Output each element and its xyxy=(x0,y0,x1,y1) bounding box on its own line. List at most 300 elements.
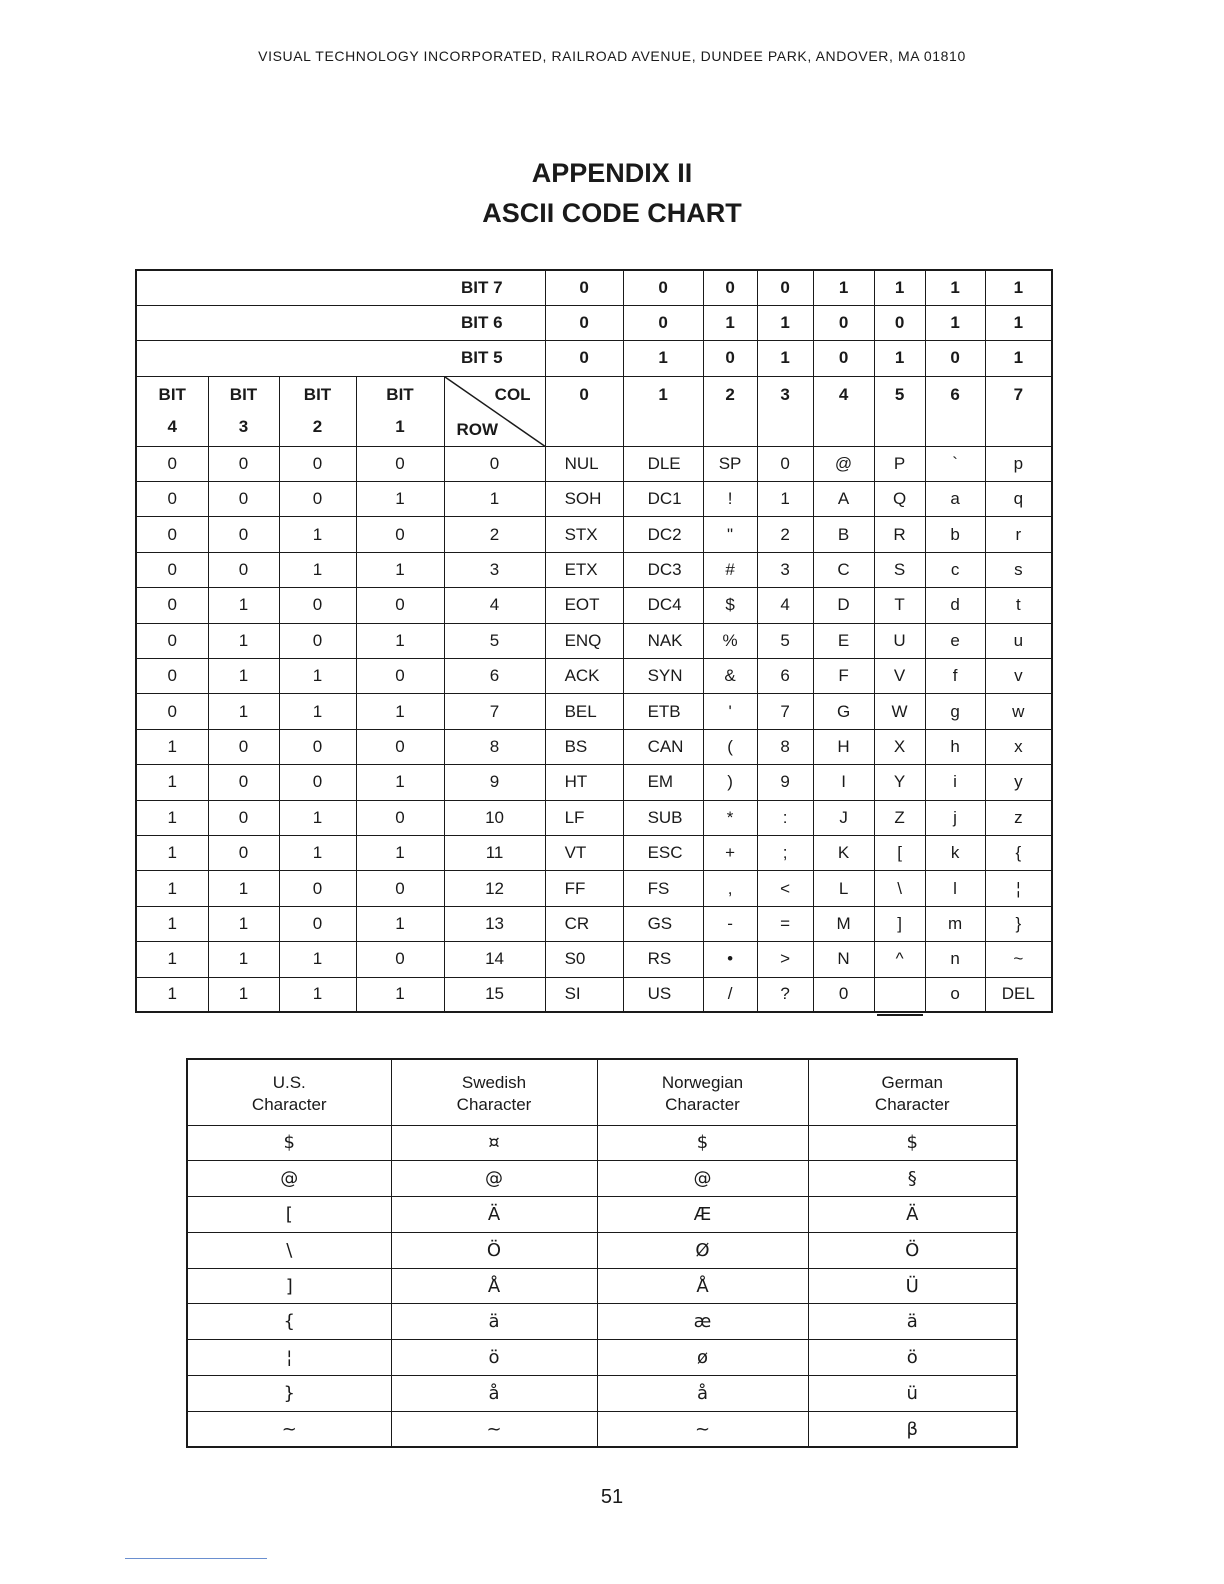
char-cell: 1 xyxy=(757,482,813,517)
table-row xyxy=(187,1376,1017,1412)
char-cell: ¤ xyxy=(391,1125,597,1161)
bit-cell: 0 xyxy=(356,517,444,552)
table-row xyxy=(187,1268,1017,1304)
bit-value: 1 xyxy=(925,305,985,340)
char-cell: y xyxy=(985,765,1052,800)
bit-cell: 1 xyxy=(356,694,444,729)
char-cell: Å xyxy=(597,1268,808,1304)
char-cell: å xyxy=(391,1376,597,1412)
bit-cell: 1 xyxy=(279,517,356,552)
bit-header-label: BIT xyxy=(386,384,414,404)
char-cell: t xyxy=(985,588,1052,623)
char-cell: US xyxy=(623,977,703,1012)
bit-cell: 0 xyxy=(356,800,444,835)
bit-cell: 1 xyxy=(136,977,208,1012)
table-row xyxy=(187,1197,1017,1233)
bit-cell: 1 xyxy=(208,659,279,694)
bit-cell: 1 xyxy=(356,482,444,517)
row-number: 3 xyxy=(444,552,545,587)
bit-value: 0 xyxy=(703,270,757,305)
bit-cell: 0 xyxy=(136,446,208,481)
char-cell: Ö xyxy=(391,1232,597,1268)
char-cell: ` xyxy=(925,446,985,481)
char-cell: q xyxy=(985,482,1052,517)
char-cell: æ xyxy=(597,1304,808,1340)
char-cell: BS xyxy=(545,729,623,764)
language-header xyxy=(391,1059,597,1125)
row-number: 7 xyxy=(444,694,545,729)
char-cell: ä xyxy=(808,1304,1017,1340)
char-cell: ~ xyxy=(985,942,1052,977)
bit-value: 0 xyxy=(703,341,757,376)
appendix-title: APPENDIX II xyxy=(531,158,693,188)
char-cell: w xyxy=(985,694,1052,729)
column-number: 6 xyxy=(925,376,985,446)
bit-value: 0 xyxy=(925,341,985,376)
char-cell: * xyxy=(703,800,757,835)
char-cell: ¦ xyxy=(187,1340,391,1376)
bit-value: 0 xyxy=(545,341,623,376)
char-cell: : xyxy=(757,800,813,835)
bit-value: 1 xyxy=(813,270,874,305)
char-cell: å xyxy=(597,1376,808,1412)
bit-cell: 1 xyxy=(356,835,444,870)
bit-column-header xyxy=(136,376,208,446)
char-cell: / xyxy=(703,977,757,1012)
char-cell: DC2 xyxy=(623,517,703,552)
char-cell: P xyxy=(874,446,925,481)
bit-cell: 0 xyxy=(136,588,208,623)
char-cell: @ xyxy=(813,446,874,481)
char-cell: Æ xyxy=(597,1197,808,1233)
bit-value: 1 xyxy=(985,305,1052,340)
char-cell: HT xyxy=(545,765,623,800)
bit-cell: 1 xyxy=(279,800,356,835)
char-cell: ü xyxy=(808,1376,1017,1412)
bit-cell: 0 xyxy=(279,446,356,481)
char-cell: Z xyxy=(874,800,925,835)
char-cell: ä xyxy=(391,1304,597,1340)
bit-cell: 1 xyxy=(208,906,279,941)
char-cell: GS xyxy=(623,906,703,941)
char-cell: BEL xyxy=(545,694,623,729)
bit-cell: 0 xyxy=(279,482,356,517)
bit-cell: 1 xyxy=(136,871,208,906)
char-cell: ¦ xyxy=(985,871,1052,906)
char-cell: 9 xyxy=(757,765,813,800)
char-cell: I xyxy=(813,765,874,800)
char-cell: SOH xyxy=(545,482,623,517)
char-cell: ö xyxy=(391,1340,597,1376)
bit-cell: 1 xyxy=(279,694,356,729)
char-cell: LF xyxy=(545,800,623,835)
corner-rule xyxy=(125,1558,267,1559)
char-cell: Ü xyxy=(808,1268,1017,1304)
char-cell: Å xyxy=(391,1268,597,1304)
bit-cell: 1 xyxy=(136,906,208,941)
char-cell: R xyxy=(874,517,925,552)
char-cell: J xyxy=(813,800,874,835)
char-cell: Ö xyxy=(808,1232,1017,1268)
row-number: 8 xyxy=(444,729,545,764)
bit-value: 0 xyxy=(545,270,623,305)
column-number: 7 xyxy=(985,376,1052,446)
char-cell: SUB xyxy=(623,800,703,835)
char-cell: B xyxy=(813,517,874,552)
bit-value: 0 xyxy=(623,305,703,340)
char-cell: # xyxy=(703,552,757,587)
table-row xyxy=(136,942,1052,977)
char-cell: • xyxy=(703,942,757,977)
bit-cell: 1 xyxy=(356,765,444,800)
column-header-row xyxy=(136,376,1052,446)
bit-cell: 0 xyxy=(208,482,279,517)
bit-header-row xyxy=(136,341,1052,376)
char-cell: - xyxy=(703,906,757,941)
language-header xyxy=(187,1059,391,1125)
char-cell: c xyxy=(925,552,985,587)
bit-cell: 0 xyxy=(208,552,279,587)
table-row xyxy=(187,1161,1017,1197)
bit-cell: 1 xyxy=(279,659,356,694)
char-cell: X xyxy=(874,729,925,764)
bit-cell: 1 xyxy=(208,694,279,729)
char-cell: Ä xyxy=(808,1197,1017,1233)
char-cell: VT xyxy=(545,835,623,870)
char-cell: Ø xyxy=(597,1232,808,1268)
char-cell: FF xyxy=(545,871,623,906)
bit-column-header xyxy=(279,376,356,446)
language-name: Swedish xyxy=(461,1073,527,1092)
char-cell: b xyxy=(925,517,985,552)
bit-cell: 0 xyxy=(356,871,444,906)
char-cell: @ xyxy=(391,1161,597,1197)
char-cell: 0 xyxy=(757,446,813,481)
bit-value: 1 xyxy=(623,341,703,376)
bit-value: 1 xyxy=(703,305,757,340)
table-row xyxy=(187,1232,1017,1268)
char-cell: DEL xyxy=(985,977,1052,1012)
char-cell: ] xyxy=(187,1268,391,1304)
char-cell: M xyxy=(813,906,874,941)
bit-value: 1 xyxy=(985,270,1052,305)
language-subtitle: Character xyxy=(665,1095,740,1114)
language-subtitle: Character xyxy=(874,1095,950,1114)
bit-header-row xyxy=(136,270,1052,305)
char-cell: % xyxy=(703,623,757,658)
bit-cell: 0 xyxy=(208,835,279,870)
table-row xyxy=(136,446,1052,481)
table-row xyxy=(136,977,1052,1012)
char-cell: D xyxy=(813,588,874,623)
bit-header-number: 3 xyxy=(238,416,249,436)
row-number: 5 xyxy=(444,623,545,658)
char-cell: k xyxy=(925,835,985,870)
char-cell: m xyxy=(925,906,985,941)
char-cell: { xyxy=(985,835,1052,870)
bit-cell: 1 xyxy=(136,942,208,977)
char-cell: NAK xyxy=(623,623,703,658)
char-cell: o xyxy=(925,977,985,1012)
bit-cell: 1 xyxy=(208,623,279,658)
col-row-corner-cell xyxy=(444,376,545,446)
bit-cell: 1 xyxy=(279,835,356,870)
bit-header-label: BIT xyxy=(158,384,186,404)
bit-cell: 0 xyxy=(136,552,208,587)
bit-cell: 1 xyxy=(356,623,444,658)
char-cell: e xyxy=(925,623,985,658)
bit-row-label: BIT 7 xyxy=(136,270,545,305)
bit-cell: 1 xyxy=(136,835,208,870)
bit-header-number: 1 xyxy=(395,416,405,436)
row-number: 12 xyxy=(444,871,545,906)
bit-cell: 1 xyxy=(208,977,279,1012)
char-cell: } xyxy=(187,1376,391,1412)
bit-cell: 0 xyxy=(136,623,208,658)
bit-cell: 0 xyxy=(208,446,279,481)
bit-cell: 0 xyxy=(136,659,208,694)
column-number: 0 xyxy=(545,376,623,446)
char-cell: z xyxy=(985,800,1052,835)
row-number: 0 xyxy=(444,446,545,481)
language-name: German xyxy=(881,1073,943,1092)
bit-cell: 0 xyxy=(356,729,444,764)
char-cell: v xyxy=(985,659,1052,694)
char-cell: ~ xyxy=(187,1411,391,1447)
char-cell: h xyxy=(925,729,985,764)
row-number: 15 xyxy=(444,977,545,1012)
char-cell: DC4 xyxy=(623,588,703,623)
table-row xyxy=(136,765,1052,800)
char-cell: l xyxy=(925,871,985,906)
bit-cell: 0 xyxy=(279,623,356,658)
char-cell: g xyxy=(925,694,985,729)
bit-cell: 0 xyxy=(208,765,279,800)
document-header-address: VISUAL TECHNOLOGY INCORPORATED, RAILROAD AVENUE, DUNDEE PARK, ANDOVER, MA 01810 xyxy=(258,48,966,64)
bit-value: 1 xyxy=(985,341,1052,376)
char-cell: L xyxy=(813,871,874,906)
char-cell: Q xyxy=(874,482,925,517)
char-cell: T xyxy=(874,588,925,623)
char-cell: r xyxy=(985,517,1052,552)
bit-cell: 0 xyxy=(279,729,356,764)
char-cell: 2 xyxy=(757,517,813,552)
bit-cell: 0 xyxy=(136,482,208,517)
language-subtitle: Character xyxy=(251,1095,327,1114)
bit-cell: 0 xyxy=(356,659,444,694)
bit-cell: 0 xyxy=(208,729,279,764)
bit-cell: 0 xyxy=(356,446,444,481)
char-cell: ' xyxy=(703,694,757,729)
bit-cell: 0 xyxy=(208,800,279,835)
bit-cell: 1 xyxy=(208,942,279,977)
char-cell: x xyxy=(985,729,1052,764)
table-row xyxy=(187,1340,1017,1376)
char-cell: K xyxy=(813,835,874,870)
row-label: ROW xyxy=(456,419,499,439)
bit-cell: 1 xyxy=(356,977,444,1012)
column-number: 2 xyxy=(703,376,757,446)
bit-cell: 1 xyxy=(356,906,444,941)
table-row xyxy=(136,729,1052,764)
char-cell: ] xyxy=(874,906,925,941)
char-cell: U xyxy=(874,623,925,658)
bit-header-label: BIT xyxy=(303,384,332,404)
table-row xyxy=(136,552,1052,587)
char-cell: 3 xyxy=(757,552,813,587)
char-cell: 5 xyxy=(757,623,813,658)
bit-value: 1 xyxy=(925,270,985,305)
char-cell: f xyxy=(925,659,985,694)
char-cell: = xyxy=(757,906,813,941)
underscore-glyph xyxy=(877,1014,923,1016)
bit-header-label: BIT xyxy=(229,384,258,404)
bit-cell: 0 xyxy=(356,588,444,623)
row-number: 1 xyxy=(444,482,545,517)
char-cell: N xyxy=(813,942,874,977)
language-name: U.S. xyxy=(272,1073,306,1092)
char-cell: ^ xyxy=(874,942,925,977)
char-cell: A xyxy=(813,482,874,517)
char-cell: ENQ xyxy=(545,623,623,658)
bit-cell: 1 xyxy=(279,942,356,977)
char-cell: i xyxy=(925,765,985,800)
row-number: 6 xyxy=(444,659,545,694)
char-cell: u xyxy=(985,623,1052,658)
char-cell: ~ xyxy=(391,1411,597,1447)
bit-cell: 1 xyxy=(136,800,208,835)
char-cell: ! xyxy=(703,482,757,517)
char-cell: $ xyxy=(597,1125,808,1161)
char-cell: ; xyxy=(757,835,813,870)
table-row xyxy=(136,517,1052,552)
char-cell: [ xyxy=(187,1197,391,1233)
char-cell: NUL xyxy=(545,446,623,481)
char-cell: W xyxy=(874,694,925,729)
char-cell: STX xyxy=(545,517,623,552)
table-row xyxy=(187,1125,1017,1161)
table-row xyxy=(136,482,1052,517)
char-cell: S0 xyxy=(545,942,623,977)
bit-row-label: BIT 6 xyxy=(136,305,545,340)
char-cell: EOT xyxy=(545,588,623,623)
bit-cell: 0 xyxy=(279,871,356,906)
char-cell: 7 xyxy=(757,694,813,729)
char-cell: ( xyxy=(703,729,757,764)
col-label: COL xyxy=(494,384,531,404)
char-cell: 6 xyxy=(757,659,813,694)
row-number: 13 xyxy=(444,906,545,941)
char-cell: § xyxy=(808,1161,1017,1197)
bit-value: 0 xyxy=(874,305,925,340)
row-number: 9 xyxy=(444,765,545,800)
char-cell: a xyxy=(925,482,985,517)
char-cell: \ xyxy=(187,1232,391,1268)
char-cell: ACK xyxy=(545,659,623,694)
row-number: 4 xyxy=(444,588,545,623)
char-cell: n xyxy=(925,942,985,977)
bit-header-row xyxy=(136,305,1052,340)
bit-cell: 0 xyxy=(356,942,444,977)
char-cell: ö xyxy=(808,1340,1017,1376)
char-cell: SP xyxy=(703,446,757,481)
char-cell: 0 xyxy=(813,977,874,1012)
bit-value: 0 xyxy=(757,270,813,305)
char-cell: } xyxy=(985,906,1052,941)
row-number: 11 xyxy=(444,835,545,870)
table-row xyxy=(136,694,1052,729)
char-cell: [ xyxy=(874,835,925,870)
bit-cell: 1 xyxy=(136,765,208,800)
language-header xyxy=(808,1059,1017,1125)
bit-value: 1 xyxy=(757,341,813,376)
char-cell: SYN xyxy=(623,659,703,694)
char-cell: Y xyxy=(874,765,925,800)
chart-title: ASCII CODE CHART xyxy=(482,198,742,228)
bit-cell: 1 xyxy=(208,871,279,906)
char-cell: DLE xyxy=(623,446,703,481)
underscore-cell xyxy=(874,977,925,1012)
table-row xyxy=(136,835,1052,870)
bit-value: 1 xyxy=(874,341,925,376)
char-cell: ESC xyxy=(623,835,703,870)
char-cell: ) xyxy=(703,765,757,800)
bit-cell: 1 xyxy=(279,552,356,587)
char-cell: CR xyxy=(545,906,623,941)
char-cell: E xyxy=(813,623,874,658)
row-number: 14 xyxy=(444,942,545,977)
char-cell: SI xyxy=(545,977,623,1012)
char-cell: , xyxy=(703,871,757,906)
table-row xyxy=(136,659,1052,694)
table-row xyxy=(136,623,1052,658)
char-cell: ø xyxy=(597,1340,808,1376)
char-cell: s xyxy=(985,552,1052,587)
bit-cell: 1 xyxy=(208,588,279,623)
char-cell: " xyxy=(703,517,757,552)
bit-value: 1 xyxy=(757,305,813,340)
char-cell: S xyxy=(874,552,925,587)
char-cell: j xyxy=(925,800,985,835)
column-number: 5 xyxy=(874,376,925,446)
char-cell: G xyxy=(813,694,874,729)
international-character-table xyxy=(186,1058,1018,1448)
table-row xyxy=(136,871,1052,906)
table-row xyxy=(136,906,1052,941)
column-number: 3 xyxy=(757,376,813,446)
language-name: Norwegian xyxy=(661,1073,744,1092)
bit-cell: 0 xyxy=(136,694,208,729)
char-cell: CAN xyxy=(623,729,703,764)
bit-cell: 0 xyxy=(279,588,356,623)
char-cell: < xyxy=(757,871,813,906)
char-cell: & xyxy=(703,659,757,694)
char-cell: @ xyxy=(597,1161,808,1197)
char-cell: β xyxy=(808,1411,1017,1447)
language-header-row xyxy=(187,1059,1017,1125)
row-number: 10 xyxy=(444,800,545,835)
char-cell: V xyxy=(874,659,925,694)
char-cell: FS xyxy=(623,871,703,906)
bit-column-header xyxy=(356,376,444,446)
char-cell: H xyxy=(813,729,874,764)
language-subtitle: Character xyxy=(456,1095,532,1114)
char-cell: Ä xyxy=(391,1197,597,1233)
char-cell: RS xyxy=(623,942,703,977)
char-cell: ~ xyxy=(597,1411,808,1447)
bit-header-number: 4 xyxy=(167,416,177,436)
ascii-code-chart xyxy=(135,269,1053,1013)
